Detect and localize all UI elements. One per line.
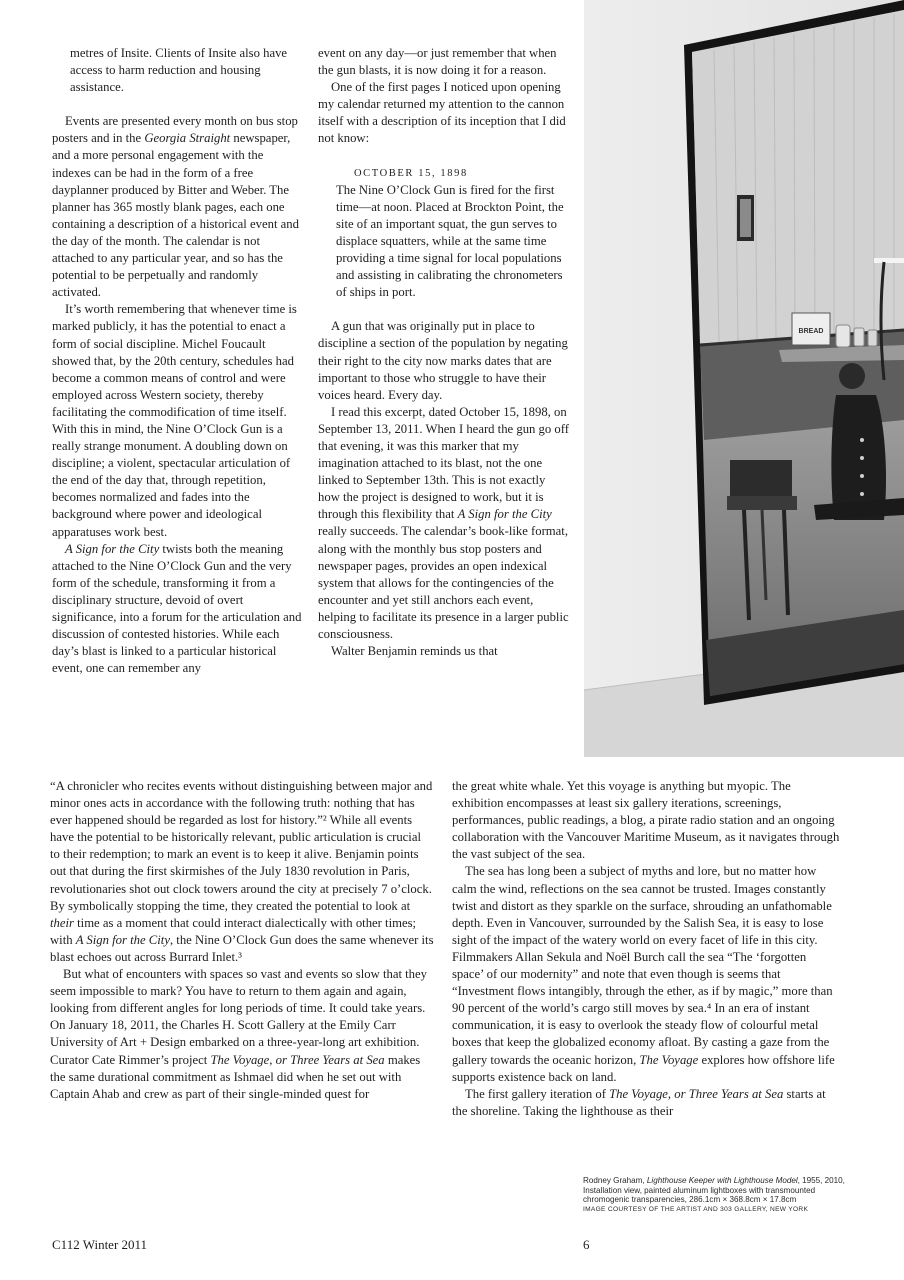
text-column-3 [50, 778, 434, 1103]
paragraph: Events are presented every month on bus stop posters and in the Georgia Straight newspaper, and a more personal engagement with the indexes can be had in the form of a free dayplanner produced by Bitter and Weber. The planner has 365 mostly blank pages, each one containing a description of a historical event and the day of the month. The calendar is not attached to any particular year, and so has the potential to be perpetually and randomly activated. [52, 114, 299, 300]
text-column-1 [52, 45, 302, 677]
paragraph: Walter Benjamin reminds us that [331, 644, 498, 659]
paragraph: A gun that was originally put in place to discipline a section of the population by negating their right to the city now marks dates that are important to those who struggle to have their voices heard. Every day. [318, 319, 568, 402]
quote-text: The Nine O’Clock Gun is fired for the first time—at noon. Placed at Brockton Point, the site of an important squat, the gun serves to displace squatters, while at the same time providing a time signal for local populations and assisting in calibrating the chronometers of ships in port. [336, 182, 564, 300]
bread-box-label: BREAD [798, 328, 824, 335]
page-number: 6 [583, 1237, 590, 1252]
paragraph: A Sign for the City twists both the meaning attached to the Nine O’Clock Gun and the very form of the schedule, transforming it from a disciplinary structure, devoid of overt significance, into a forum for the articulation and discussion of contested histories. While each day’s blast is linked to a particular historical event, one can remember any [52, 541, 302, 676]
paragraph: metres of Insite. Clients of Insite also have access to harm reduction and housing assistance. [70, 46, 288, 95]
block-quote [336, 165, 570, 302]
paragraph: event on any day—or just remember that when the gun blasts, it is now doing it for a reason. [318, 46, 557, 78]
photo-caption [583, 1176, 858, 1214]
paragraph: One of the first pages I noticed upon opening my calendar returned my attention to the cannon itself with a description of its inception that I did not know: [318, 80, 566, 146]
paragraph: It’s worth remembering that whenever time is marked publicly, it has the potential to enact a form of social discipline. Michel Foucault showed that, by the 20th century, schedules had become a common means of control and were employed across Western society, thereby facilitating the commodification of time itself. With this in mind, the Nine O’Clock Gun is a really strange monument. A doubling down on discipline; a violent, spectacular articulation of the end of the day that, through repetition, becomes normalized and fades into the background where power and ideological apparatuses work best. [52, 302, 297, 539]
paragraph: The first gallery iteration of The Voyage, or Three Years at Sea starts at the shoreline. Taking the lighthouse as their [452, 1086, 826, 1118]
quote-date: OCTOBER 15, 1898 [354, 167, 468, 179]
paragraph: “A chronicler who recites events without distinguishing between major and minor ones acts in accordance with the following truth: nothing that has ever happened should be regarded as lost for history.”² While all events have the potential to be historically relevant, public articulation is crucial to their redemption; to mark an event is to keep it alive. Benjamin points out that during the first skirmishes of the July 1830 revolution in Paris, revolutionaries shot out clock towers around the city at precisely 7 o’clock. By symbolically stopping the time, they created the potential to look at their time as a moment that could interact dialectically with other times; with A Sign for the City, the Nine O’Clock Gun does the same whenever its blast echoes out across Burrard Inlet.³ [50, 779, 434, 964]
image-credit: IMAGE COURTESY OF THE ARTIST AND 303 GALLERY, NEW YORK [583, 1205, 809, 1213]
lighthouse-keeper-photo [584, 0, 904, 757]
caption-text: Rodney Graham, Lighthouse Keeper with Lighthouse Model, 1955, 2010, Installation view, painted aluminum lightboxes with transmounted chromogenic transparencies, 286.1cm × 368.8cm × 17.8cm [583, 1176, 845, 1205]
paragraph: But what of encounters with spaces so vast and events so slow that they seem impossible to mark? You have to return to them again and again, looking from different angles for long periods of time. It could take years. On January 18, 2011, the Charles H. Scott Gallery at the Emily Carr University of Art + Design embarked on a three-year-long art exhibition. Curator Cate Rimmer’s project The Voyage, or Three Years at Sea makes the same durational commitment as Ishmael did when he set out with Captain Ahab and crew as part of their single-minded quest for [50, 967, 427, 1101]
paragraph: I read this excerpt, dated October 15, 1898, on September 13, 2011. When I heard the gun go off that evening, it was this marker that my imagination attached to its blast, not the one linked to September 13th. This is not exactly how the project is designed to work, but it is through this flexibility that A Sign for the City really succeeds. The calendar’s book-like format, along with the monthly bus stop posters and newspaper pages, provides an open indexical system that allows for the contingencies of the encounter and yet still anchors each event, helping to facilitate its presence in a larger public consciousness. [318, 404, 569, 641]
paragraph: The sea has long been a subject of myths and lore, but no matter how calm the wind, reflections on the sea cannot be trusted. Images constantly twist and distort as they sparkle on the surface, shrouding an unfathomable depth. Even in Vancouver, surrounded by the Salish Sea, it is easy to lose sight of the impact of the watery world on every facet of life in this city. Filmmakers Allan Sekula and Noël Burch call the sea “The ‘forgotten space’ of our modernity” and note that even though is seems that “Investment flows intangibly, through the ether, as if by magic,” more than 90 percent of the world’s cargo still moves by sea.⁴ In an era of instant communication, it is easy to overlook the steady flow of colourful metal boxes that keep the globalized economy afloat. By casting a gaze from the gallery towards the oceanic horizon, The Voyage explores how offshore life supports existence back on land. [452, 864, 835, 1084]
paragraph: the great white whale. Yet this voyage is anything but myopic. The exhibition encompasses at least six gallery iterations, screenings, performances, public readings, a blog, a pirate radio station and an ongoing collaboration with the Vancouver Maritime Museum, as it navigates through the vast subject of the sea. [452, 779, 840, 862]
text-column-2 [318, 45, 570, 660]
issue-label: C112 Winter 2011 [52, 1237, 148, 1252]
text-column-4 [452, 778, 840, 1120]
